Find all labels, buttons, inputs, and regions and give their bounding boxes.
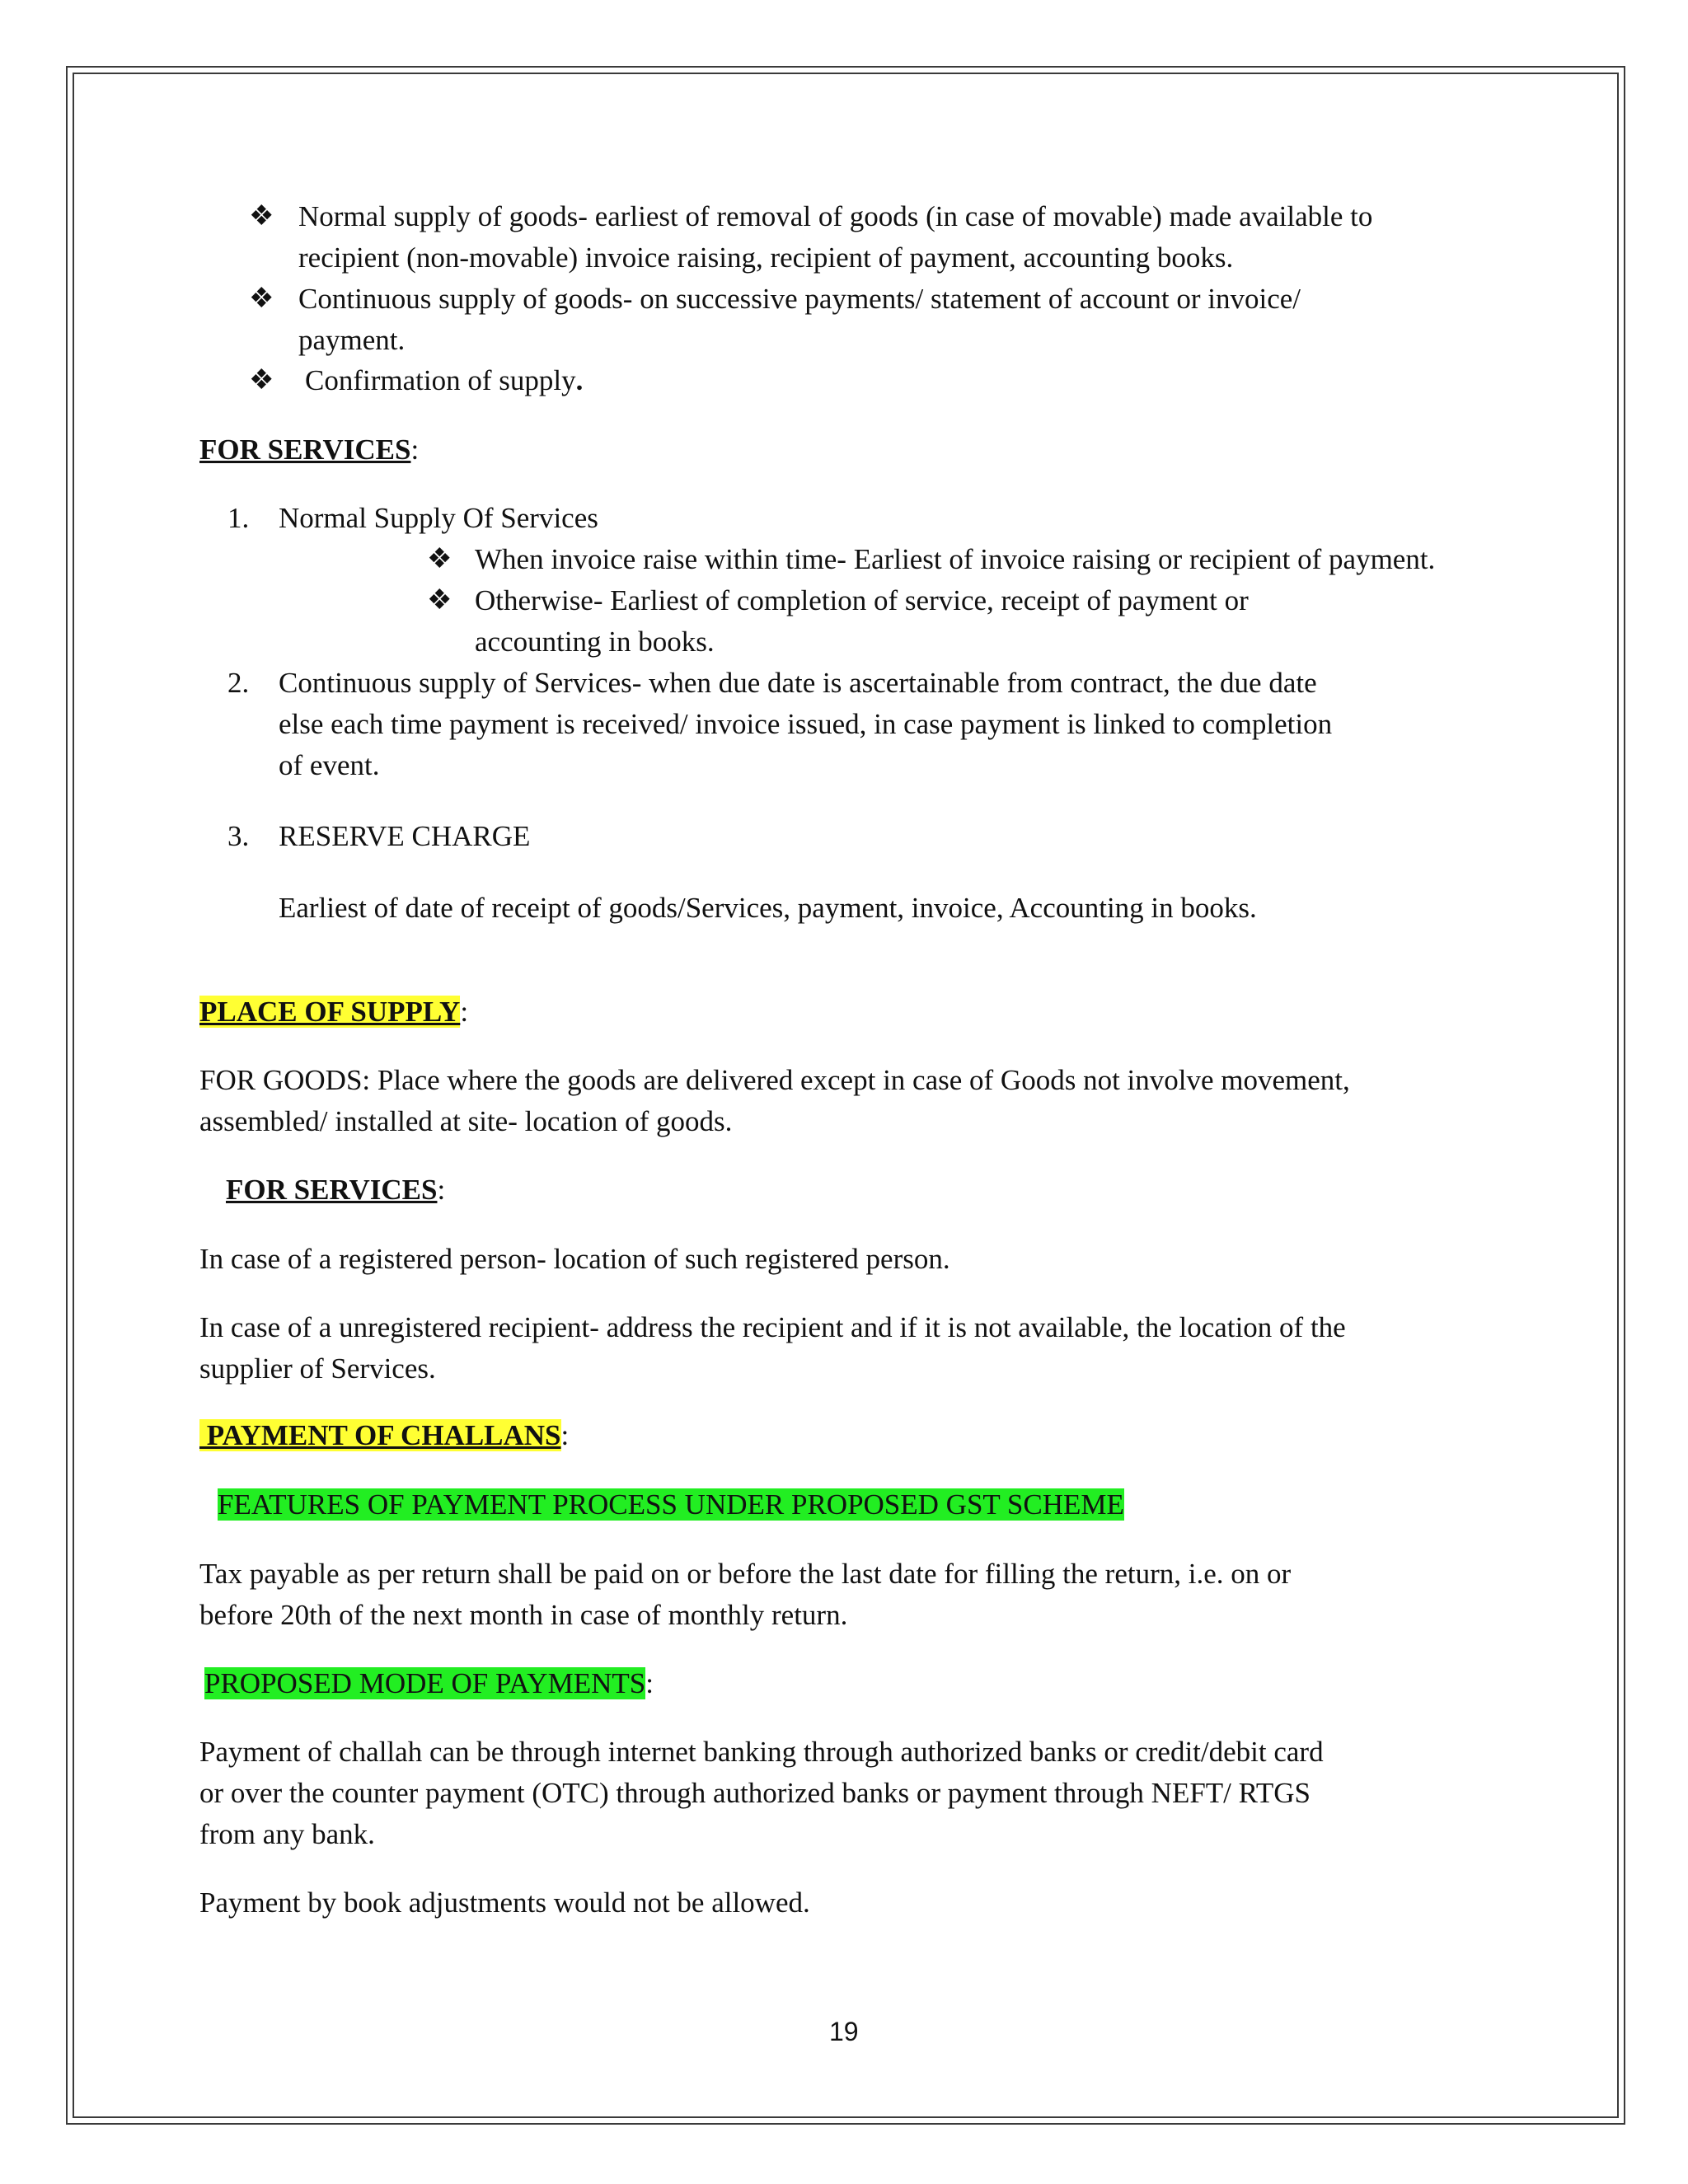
goods-bullet-3-period: .: [575, 364, 584, 396]
goods-bullet-3-text: Confirmation of supply: [305, 364, 576, 396]
bullet-icon: ❖: [427, 585, 452, 616]
tax-payable-line2: before 20th of the next month in case of monthly return.: [199, 1599, 848, 1631]
goods-bullet-1-line1: Normal supply of goods- earliest of removal of goods (in case of movable) made available to: [298, 200, 1373, 232]
service-sub-bullet-1: When invoice raise within time- Earliest of invoice raising or recipient of payment.: [475, 543, 1436, 575]
modes-heading: [204, 1663, 654, 1704]
pos-goods-line1: FOR GOODS: Place where the goods are delivered except in case of Goods not involve movement,: [199, 1064, 1350, 1096]
place-of-supply-heading-text: PLACE OF SUPPLY: [199, 996, 461, 1028]
time-services-heading-colon: :: [410, 434, 420, 466]
goods-bullet-2-line2: payment.: [298, 324, 406, 356]
page-number: 19: [829, 2017, 859, 2046]
service-item-1-num: 1.: [227, 502, 250, 534]
service-sub-bullet-2-line2: accounting in books.: [475, 626, 715, 658]
service-item-2-num: 2.: [227, 667, 250, 699]
service-item-2-line3: of event.: [279, 749, 380, 781]
service-item-3-note: Earliest of date of receipt of goods/Services, payment, invoice, Accounting in books.: [279, 892, 1257, 924]
goods-bullet-3: [305, 360, 583, 401]
time-services-heading: [199, 429, 419, 471]
time-services-heading-text: FOR SERVICES: [199, 434, 411, 466]
bullet-icon: ❖: [249, 201, 274, 232]
bullet-icon: ❖: [249, 365, 274, 396]
pos-services-heading-text: FOR SERVICES: [226, 1174, 438, 1206]
tax-payable-line1: Tax payable as per return shall be paid on or before the last date for filling the return, i.e. on or: [199, 1558, 1292, 1590]
pos-goods-line2: assembled/ installed at site- location of goods.: [199, 1105, 733, 1137]
service-item-3-num: 3.: [227, 820, 250, 852]
features-heading-text: FEATURES OF PAYMENT PROCESS UNDER PROPOSED GST SCHEME: [218, 1488, 1124, 1521]
place-of-supply-heading: [199, 991, 468, 1033]
place-of-supply-heading-colon: :: [460, 996, 469, 1028]
pos-registered: In case of a registered person- location of such registered person.: [199, 1243, 950, 1275]
service-item-2-line2: else each time payment is received/ invoice issued, in case payment is linked to completion: [279, 708, 1333, 740]
challans-heading-text: PAYMENT OF CHALLANS: [199, 1419, 561, 1451]
modes-line3: from any bank.: [199, 1818, 375, 1850]
service-item-1-text: Normal Supply Of Services: [279, 502, 598, 534]
goods-bullet-1-line2: recipient (non-movable) invoice raising, recipient of payment, accounting books.: [298, 241, 1234, 274]
modes-line1: Payment of challah can be through internet banking through authorized banks or credit/debit card: [199, 1736, 1324, 1768]
pos-unregistered-line2: supplier of Services.: [199, 1352, 436, 1385]
bullet-icon: ❖: [427, 544, 452, 574]
challans-heading-colon: :: [560, 1419, 570, 1451]
goods-bullet-2-line1: Continuous supply of goods- on successive payments/ statement of account or invoice/: [298, 283, 1301, 315]
features-heading: [218, 1484, 1124, 1526]
pos-services-heading-colon: :: [437, 1174, 446, 1206]
service-item-3-text: RESERVE CHARGE: [279, 820, 531, 852]
challans-heading: [199, 1415, 569, 1456]
book-adjustments: Payment by book adjustments would not be allowed.: [199, 1886, 810, 1919]
pos-services-heading: [226, 1169, 445, 1211]
pos-unregistered-line1: In case of a unregistered recipient- address the recipient and if it is not available, the location of the: [199, 1311, 1346, 1343]
service-sub-bullet-2-line1: Otherwise- Earliest of completion of service, receipt of payment or: [475, 584, 1249, 616]
modes-line2: or over the counter payment (OTC) through authorized banks or payment through NEFT/ RTGS: [199, 1777, 1311, 1809]
modes-heading-colon: :: [645, 1667, 654, 1699]
modes-heading-text: PROPOSED MODE OF PAYMENTS: [204, 1667, 646, 1699]
service-item-2-line1: Continuous supply of Services- when due date is ascertainable from contract, the due date: [279, 667, 1317, 699]
bullet-icon: ❖: [249, 284, 274, 314]
